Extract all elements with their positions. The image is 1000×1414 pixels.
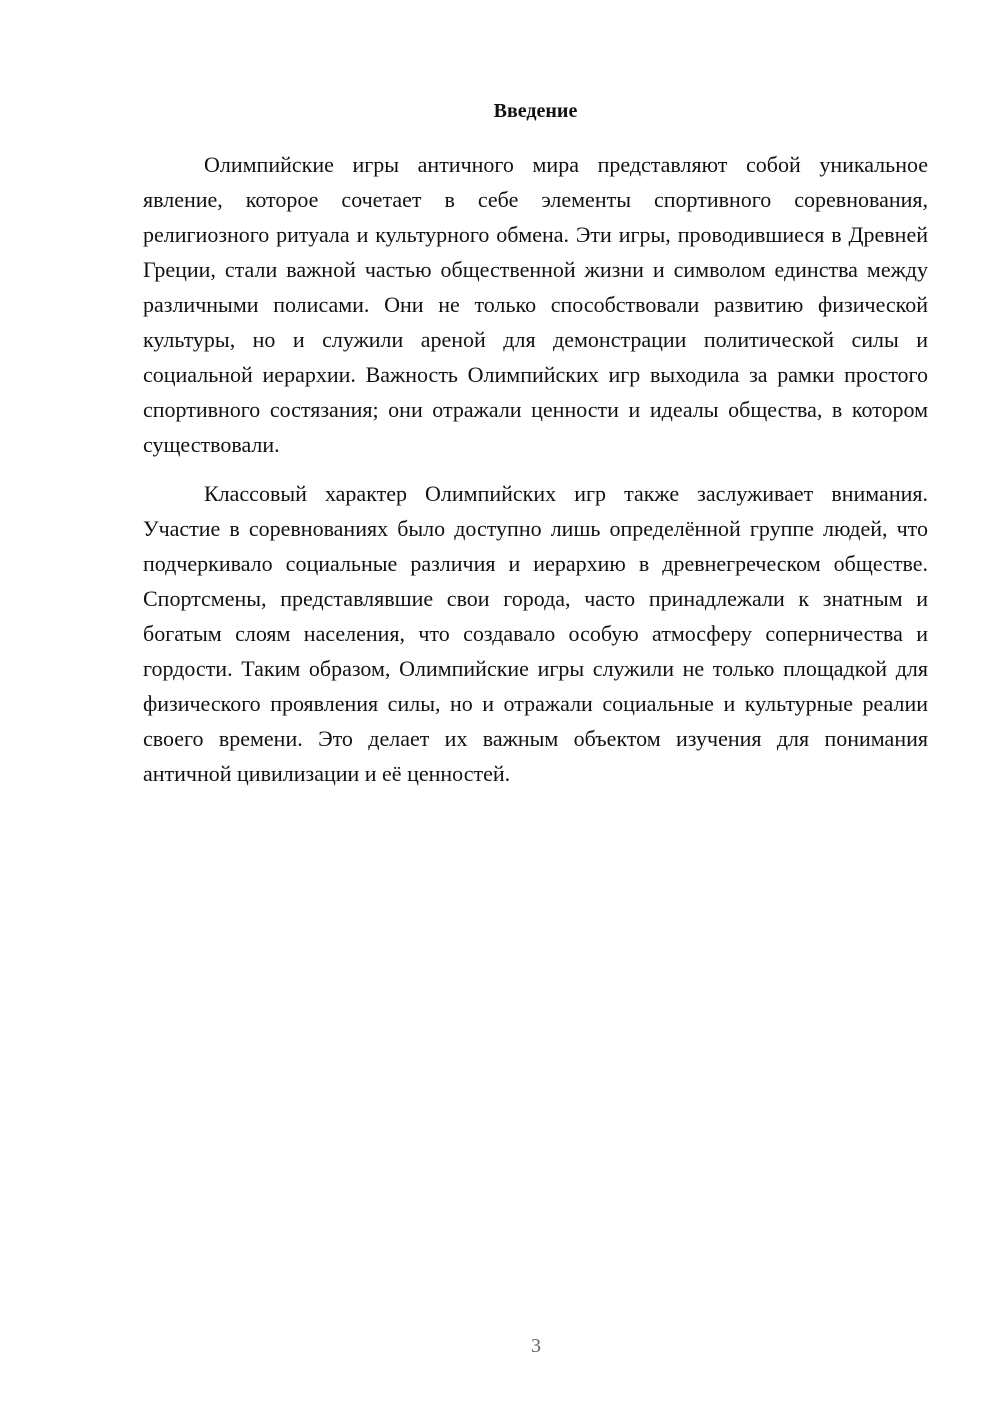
section-heading: Введение [493,100,578,122]
paragraph-1: Олимпийские игры античного мира представляют собой уникальное явление, которое сочетает в себе элементы спортивного соревнования, религиозного ритуала и культурного обмена. Эти игры, проводившиеся в Древней Греции, стали важной частью общественной жизни и символом единства между различными полисами. Они не только способствовали развитию физической культуры, но и служили ареной для демонстрации политической силы и социальной иерархии. Важность Олимпийских игр выходила за рамки простого спортивного состязания; они отражали ценности и идеалы общества, в котором существовали. [143,152,928,457]
page-content [143,97,928,791]
page-number: 3 [531,1335,541,1357]
paragraph-2: Классовый характер Олимпийских игр также заслуживает внимания. Участие в соревнованиях было доступно лишь определённой группе людей, что подчеркивало социальные различия и иерархию в древнегреческом обществе. Спортсмены, представлявшие свои города, часто принадлежали к знатным и богатым слоям населения, что создавало особую атмосферу соперничества и гордости. Таким образом, Олимпийские игры служили не только площадкой для физического проявления силы, но и отражали социальные и культурные реалии своего времени. Это делает их важным объектом изучения для понимания античной цивилизации и её ценностей. [143,481,928,786]
